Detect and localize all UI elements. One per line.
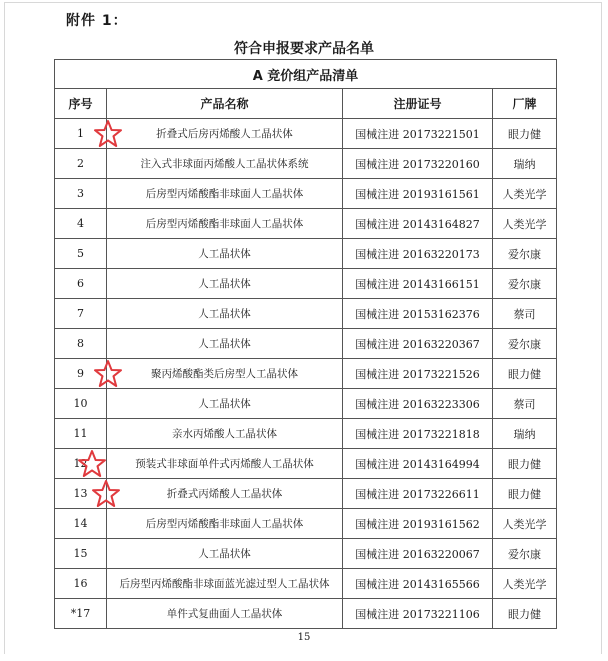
row-number xyxy=(55,599,107,629)
registration-number xyxy=(343,119,493,149)
product-name xyxy=(107,179,343,209)
row-number xyxy=(55,449,107,479)
table-row xyxy=(55,209,557,239)
brand-name-text: 蔡司 xyxy=(513,307,536,321)
product-name-text: 后房型丙烯酸酯非球面人工晶状体 xyxy=(145,218,304,230)
registration-number-text: 国械注进 20163220367 xyxy=(355,337,480,351)
brand-name xyxy=(493,479,557,509)
product-name-text: 人工晶状体 xyxy=(198,278,251,290)
brand-name xyxy=(493,239,557,269)
table-row xyxy=(55,509,557,539)
registration-number-text: 国械注进 20163223306 xyxy=(355,397,480,411)
row-number-text: 16 xyxy=(73,577,88,590)
brand-name-text: 瑞纳 xyxy=(513,427,536,441)
registration-number xyxy=(343,359,493,389)
brand-name-text: 爱尔康 xyxy=(508,277,542,291)
row-number xyxy=(55,119,107,149)
row-number-text: *17 xyxy=(70,607,91,620)
product-name-text: 后房型丙烯酸酯非球面人工晶状体 xyxy=(145,188,304,200)
table-row xyxy=(55,599,557,629)
brand-name-text: 人类光学 xyxy=(502,217,547,231)
brand-name xyxy=(493,329,557,359)
product-name xyxy=(107,479,343,509)
product-table xyxy=(54,59,557,629)
document-title: 符合申报要求产品名单 xyxy=(234,41,374,57)
table-row xyxy=(55,299,557,329)
registration-number xyxy=(343,449,493,479)
product-name-text: 预装式非球面单件式丙烯酸人工晶状体 xyxy=(135,458,314,470)
row-number-text: 1 xyxy=(77,127,84,140)
table-row xyxy=(55,539,557,569)
product-name-text: 折叠式后房丙烯酸人工晶状体 xyxy=(156,128,293,140)
brand-name-text: 眼力健 xyxy=(508,367,542,381)
brand-name-text: 眼力健 xyxy=(508,127,542,141)
product-name-text: 单件式复曲面人工晶状体 xyxy=(166,608,283,620)
product-name xyxy=(107,599,343,629)
brand-name xyxy=(493,509,557,539)
table-row xyxy=(55,449,557,479)
table-row xyxy=(55,389,557,419)
registration-number-text: 国械注进 20173221106 xyxy=(355,607,480,621)
brand-name xyxy=(493,299,557,329)
brand-name xyxy=(493,539,557,569)
product-name xyxy=(107,449,343,479)
product-name-text: 人工晶状体 xyxy=(198,248,251,260)
row-number-text: 13 xyxy=(73,487,88,500)
product-name xyxy=(107,239,343,269)
row-number-text: 8 xyxy=(77,337,84,350)
registration-number xyxy=(343,539,493,569)
registration-number-text: 国械注进 20173221526 xyxy=(355,367,480,381)
row-number-text: 9 xyxy=(77,367,84,380)
brand-name-text: 爱尔康 xyxy=(508,547,542,561)
row-number xyxy=(55,569,107,599)
product-name xyxy=(107,509,343,539)
product-name xyxy=(107,419,343,449)
brand-name xyxy=(493,209,557,239)
product-name-text: 人工晶状体 xyxy=(198,548,251,560)
product-name xyxy=(107,119,343,149)
registration-number-text: 国械注进 20143164827 xyxy=(355,217,480,231)
registration-number xyxy=(343,599,493,629)
registration-number xyxy=(343,479,493,509)
brand-name-text: 眼力健 xyxy=(508,457,542,471)
registration-number xyxy=(343,569,493,599)
product-name-text: 人工晶状体 xyxy=(198,308,251,320)
column-header-name: 产品名称 xyxy=(107,89,343,119)
row-number xyxy=(55,389,107,419)
row-number-text: 2 xyxy=(77,157,84,170)
registration-number-text: 国械注进 20193161562 xyxy=(355,517,480,531)
brand-name-text: 眼力健 xyxy=(508,607,542,621)
page-number: 15 xyxy=(297,632,311,643)
registration-number xyxy=(343,209,493,239)
row-number-text: 4 xyxy=(77,217,84,230)
registration-number xyxy=(343,329,493,359)
registration-number-text: 国械注进 20193161561 xyxy=(355,187,480,201)
brand-name xyxy=(493,419,557,449)
product-name xyxy=(107,329,343,359)
row-number xyxy=(55,239,107,269)
brand-name xyxy=(493,119,557,149)
row-number-text: 10 xyxy=(73,397,88,410)
registration-number-text: 国械注进 20143165566 xyxy=(355,577,480,591)
brand-name-text: 蔡司 xyxy=(513,397,536,411)
product-name xyxy=(107,299,343,329)
product-name-text: 折叠式丙烯酸人工晶状体 xyxy=(166,488,283,500)
column-header-registration: 注册证号 xyxy=(343,89,493,119)
product-name-text: 亲水丙烯酸人工晶状体 xyxy=(172,428,277,440)
row-number-text: 12 xyxy=(73,457,88,470)
row-number-text: 7 xyxy=(77,307,84,320)
row-number-text: 14 xyxy=(73,517,88,530)
table-row xyxy=(55,329,557,359)
table-row xyxy=(55,359,557,389)
brand-name xyxy=(493,359,557,389)
row-number xyxy=(55,419,107,449)
table-row xyxy=(55,149,557,179)
table-row xyxy=(55,239,557,269)
row-number-text: 5 xyxy=(77,247,84,260)
product-name xyxy=(107,569,343,599)
row-number xyxy=(55,209,107,239)
product-name xyxy=(107,209,343,239)
row-number xyxy=(55,479,107,509)
product-name-text: 聚丙烯酸酯类后房型人工晶状体 xyxy=(151,368,298,380)
brand-name-text: 爱尔康 xyxy=(508,247,542,261)
row-number xyxy=(55,509,107,539)
brand-name-text: 人类光学 xyxy=(502,577,547,591)
table-row xyxy=(55,269,557,299)
registration-number-text: 国械注进 20173221818 xyxy=(355,427,480,441)
registration-number xyxy=(343,149,493,179)
row-number-text: 6 xyxy=(77,277,84,290)
brand-name xyxy=(493,599,557,629)
registration-number-text: 国械注进 20143164994 xyxy=(355,457,480,471)
product-name xyxy=(107,269,343,299)
product-name-text: 人工晶状体 xyxy=(198,398,251,410)
brand-name-text: 眼力健 xyxy=(508,487,542,501)
table-body xyxy=(55,119,557,629)
brand-name xyxy=(493,179,557,209)
table-row xyxy=(55,419,557,449)
row-number xyxy=(55,539,107,569)
brand-name xyxy=(493,569,557,599)
table-row xyxy=(55,569,557,599)
row-number xyxy=(55,359,107,389)
table-row xyxy=(55,479,557,509)
brand-name-text: 人类光学 xyxy=(502,517,547,531)
column-header-no: 序号 xyxy=(55,89,107,119)
row-number xyxy=(55,179,107,209)
product-name xyxy=(107,539,343,569)
product-name-text: 人工晶状体 xyxy=(198,338,251,350)
registration-number-text: 国械注进 20173221501 xyxy=(355,127,480,141)
row-number xyxy=(55,269,107,299)
registration-number xyxy=(343,509,493,539)
brand-name xyxy=(493,149,557,179)
registration-number-text: 国械注进 20143166151 xyxy=(355,277,480,291)
group-title: A 竞价组产品清单 xyxy=(55,60,557,89)
product-name xyxy=(107,359,343,389)
row-number-text: 11 xyxy=(73,427,88,440)
row-number-text: 15 xyxy=(73,547,88,560)
product-name-text: 后房型丙烯酸酯非球面人工晶状体 xyxy=(145,518,304,530)
registration-number xyxy=(343,419,493,449)
brand-name-text: 瑞纳 xyxy=(513,157,536,171)
registration-number xyxy=(343,269,493,299)
registration-number xyxy=(343,389,493,419)
brand-name xyxy=(493,389,557,419)
registration-number-text: 国械注进 20163220067 xyxy=(355,547,480,561)
product-name xyxy=(107,389,343,419)
registration-number xyxy=(343,299,493,329)
registration-number-text: 国械注进 20163220173 xyxy=(355,247,480,261)
registration-number-text: 国械注进 20173220160 xyxy=(355,157,480,171)
product-name xyxy=(107,149,343,179)
registration-number-text: 国械注进 20153162376 xyxy=(355,307,480,321)
registration-number-text: 国械注进 20173226611 xyxy=(355,487,480,501)
row-number xyxy=(55,329,107,359)
row-number-text: 3 xyxy=(77,187,84,200)
attachment-label: 附件 1： xyxy=(66,13,128,29)
product-name-text: 后房型丙烯酸酯非球面蓝光滤过型人工晶状体 xyxy=(119,578,330,590)
product-name-text: 注入式非球面丙烯酸人工晶状体系统 xyxy=(140,158,309,170)
brand-name-text: 人类光学 xyxy=(502,187,547,201)
brand-name xyxy=(493,449,557,479)
brand-name xyxy=(493,269,557,299)
table-row xyxy=(55,119,557,149)
brand-name-text: 爱尔康 xyxy=(508,337,542,351)
row-number xyxy=(55,299,107,329)
row-number xyxy=(55,149,107,179)
registration-number xyxy=(343,179,493,209)
column-header-brand: 厂牌 xyxy=(493,89,557,119)
registration-number xyxy=(343,239,493,269)
table-row xyxy=(55,179,557,209)
